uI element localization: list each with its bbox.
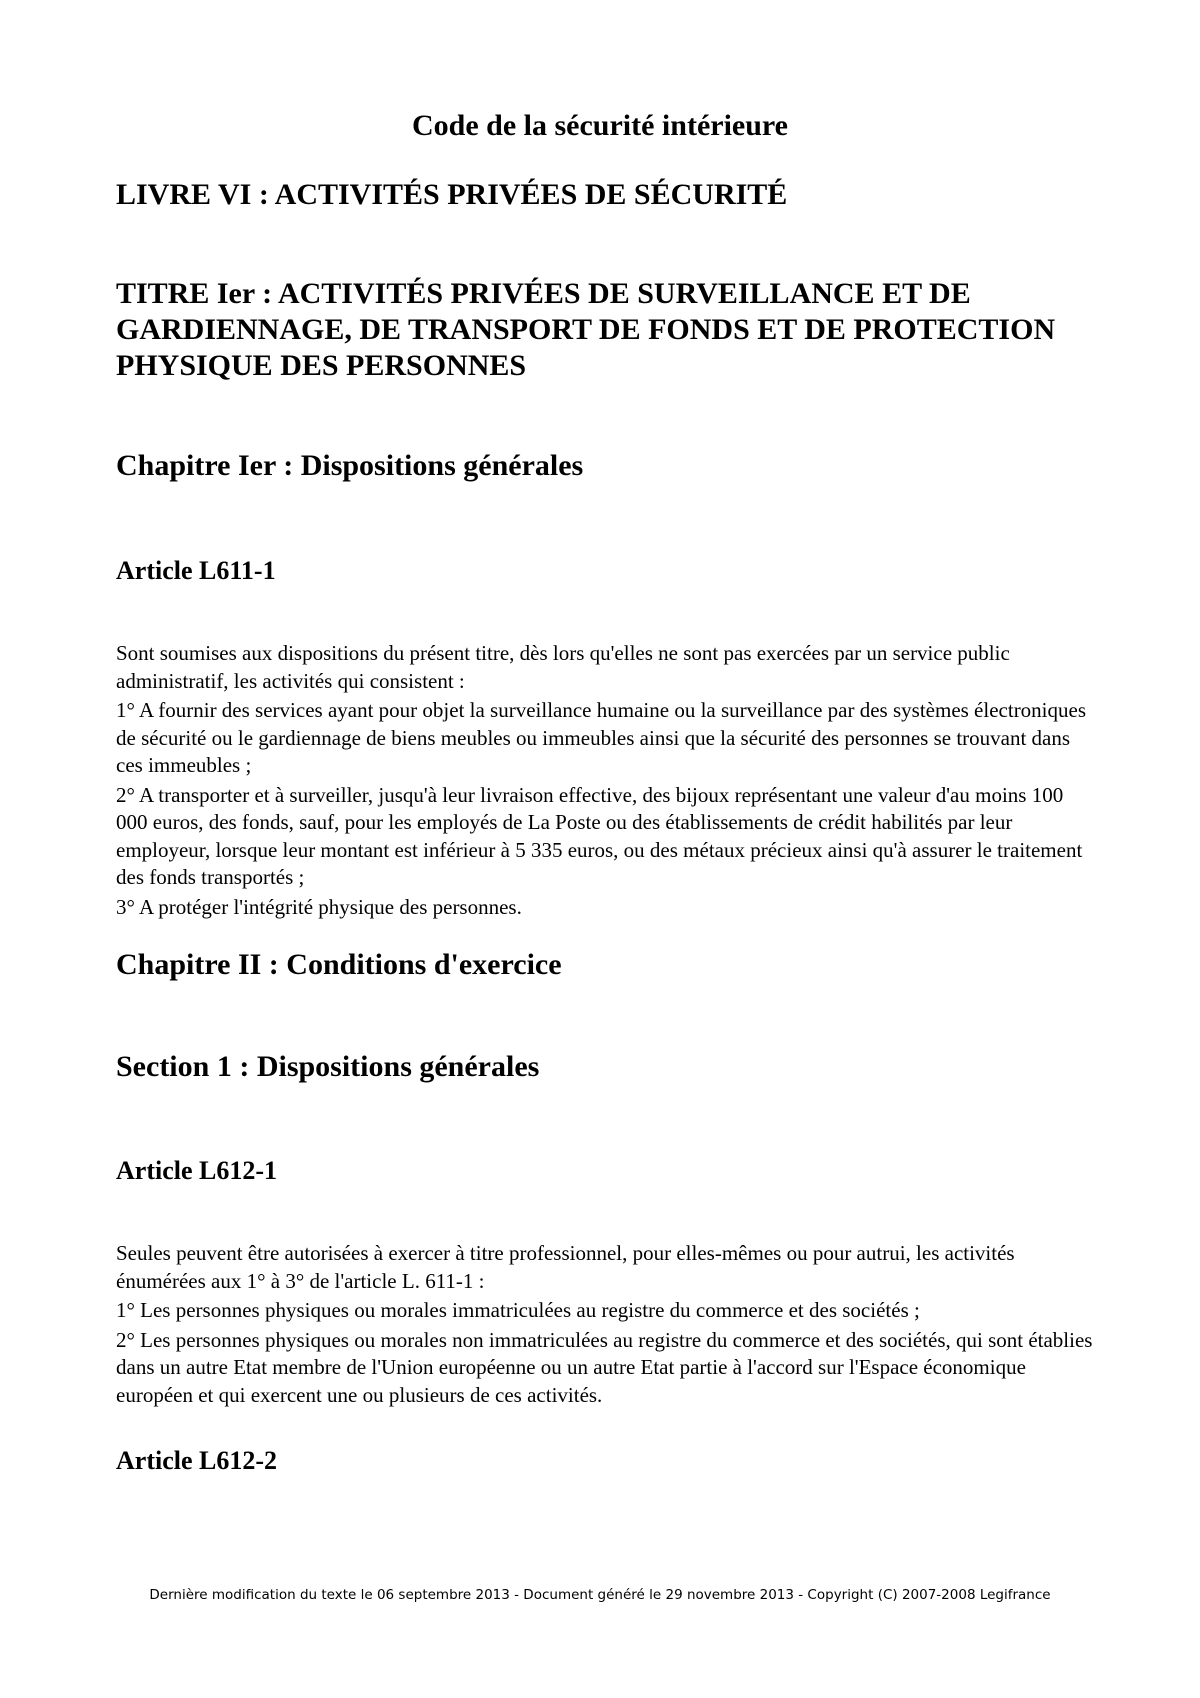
article-l612-1-body [116,1240,1096,1411]
article-l611-1-body [116,640,1096,923]
article-paragraph: 1° A fournir des services ayant pour objet la surveillance humaine ou la surveillance par des systèmes électroniques de sécurité ou le gardiennage de biens meubles ou immeubles ainsi que la sécurité des personnes se trouvant dans ces immeubles ; [116,698,1087,777]
chapitre-1-heading: Chapitre Ier : Dispositions générales [116,449,584,482]
document-title: Code de la sécurité intérieure [411,109,788,142]
section-1-heading: Section 1 : Dispositions générales [116,1050,540,1083]
article-paragraph: 3° A protéger l'intégrité physique des personnes. [116,894,522,919]
article-paragraph: 1° Les personnes physiques ou morales immatriculées au registre du commerce et des sociétés ; [116,1298,920,1322]
article-paragraph: 2° Les personnes physiques ou morales non immatriculées au registre du commerce et des sociétés, qui sont établies dans un autre Etat membre de l'Union européenne ou un autre Etat partie à l'accord sur l'Espace économique européen et qui exercent une ou plusieurs de ces activités. [116,1327,1093,1407]
article-l612-2-heading: Article L612-2 [116,1446,278,1475]
titre-heading: TITRE Ier : ACTIVITÉS PRIVÉES DE SURVEILLANCE ET DE GARDIENNAGE, DE TRANSPORT DE FONDS ET DE PROTECTION PHYSIQUE DES PERSONNES [116,277,1056,382]
chapitre-2-heading: Chapitre II : Conditions d'exercice [116,948,562,981]
article-paragraph: 2° A transporter et à surveiller, jusqu'à leur livraison effective, des bijoux représentant une valeur d'au moins 100 000 euros, des fonds, sauf, pour les employés de La Poste ou des établissements de crédit habilités par leur employeur, lorsque leur montant est inférieur à 5 335 euros, ou des métaux précieux ainsi qu'à assurer le traitement des fonds transportés ; [116,782,1083,889]
livre-heading: LIVRE VI : ACTIVITÉS PRIVÉES DE SÉCURITÉ [116,178,788,211]
article-paragraph: Sont soumises aux dispositions du présent titre, dès lors qu'elles ne sont pas exercées par un service public administratif, les activités qui consistent : [116,641,1010,693]
page-footer: Dernière modification du texte le 06 septembre 2013 - Document généré le 29 novembre 2013 - Copyright (C) 2007-2008 Legifrance [149,1587,1051,1603]
article-l611-1-heading: Article L611-1 [116,556,276,585]
article-paragraph: Seules peuvent être autorisées à exercer à titre professionnel, pour elles-mêmes ou pour autrui, les activités énumérées aux 1° à 3° de l'article L. 611-1 : [116,1241,1015,1293]
article-l612-1-heading: Article L612-1 [116,1156,278,1185]
